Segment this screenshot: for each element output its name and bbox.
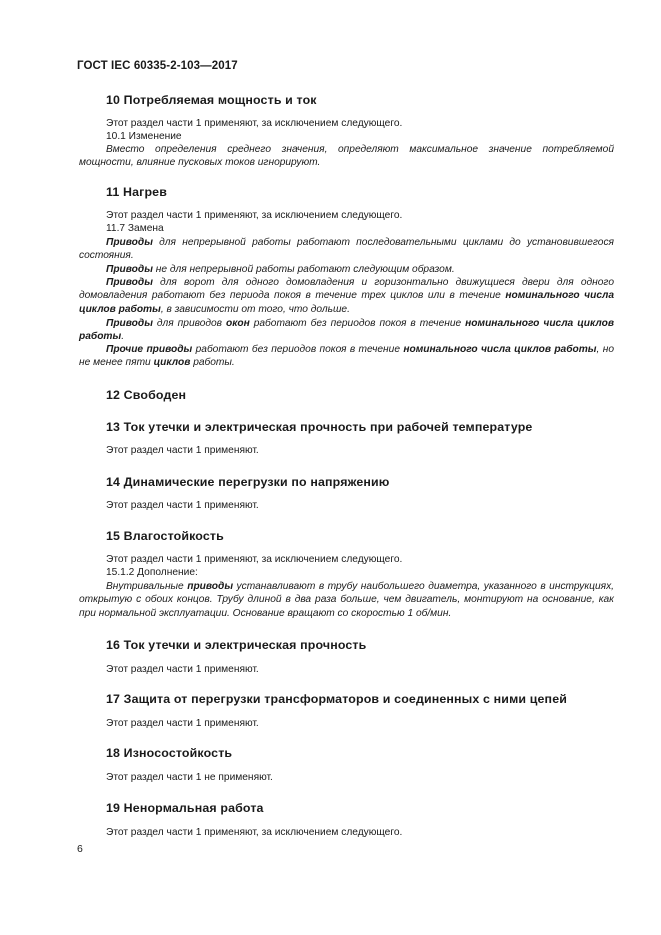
section-10-intro: Этот раздел части 1 применяют, за исключением следующего. [106, 118, 403, 129]
section-10-1-text: Вместо определения среднего значения, определяют максимальное значение потребляемой мощности, влияние пусковых токов игнорируют. [79, 144, 614, 169]
section-16-text: Этот раздел части 1 применяют. [106, 664, 259, 675]
section-18-text: Этот раздел части 1 не применяют. [106, 772, 273, 783]
section-11-title: 11 Нагрев [106, 185, 167, 199]
section-10-title: 10 Потребляемая мощность и ток [106, 93, 317, 107]
page-number: 6 [77, 843, 83, 855]
section-19-text: Этот раздел части 1 применяют, за исключением следующего. [106, 827, 403, 838]
section-17-title: 17 Защита от перегрузки трансформаторов и соединенных с ними цепей [106, 692, 568, 706]
section-11-7-para-4: Приводы для приводов окон работают без периодов покоя в течение номинального числа циклов работы. [79, 318, 614, 343]
section-15-intro: Этот раздел части 1 применяют, за исключением следующего. [106, 554, 403, 565]
section-15-1-2-heading: 15.1.2 Дополнение: [106, 567, 198, 578]
section-13-text: Этот раздел части 1 применяют. [106, 445, 259, 456]
section-16-title: 16 Ток утечки и электрическая прочность [106, 638, 367, 652]
section-11-7-para-3: Приводы для ворот для одного домовладения и горизонтально движущиеся двери для одного домовладения работают без периода покоя в течение трех циклов или в течение номинального числа циклов работы, в зависимости от того, что дольше. [79, 277, 614, 315]
document-header: ГОСТ IEC 60335-2-103—2017 [77, 60, 238, 72]
section-11-7-para-2: Приводы не для непрерывной работы работают следующим образом. [106, 264, 455, 275]
section-14-title: 14 Динамические перегрузки по напряжению [106, 475, 390, 489]
section-11-7-para-1: Приводы для непрерывной работы работают последовательными циклами до установившегося состояния. [79, 237, 614, 262]
section-11-7-para-5: Прочие приводы работают без периодов покоя в течение номинального числа циклов работы, но не менее пяти циклов работы. [79, 344, 614, 369]
section-11-7-heading: 11.7 Замена [106, 223, 164, 234]
section-13-title: 13 Ток утечки и электрическая прочность при рабочей температуре [106, 420, 533, 434]
section-17-text: Этот раздел части 1 применяют. [106, 718, 259, 729]
section-15-title: 15 Влагостойкость [106, 529, 224, 543]
section-10-1-heading: 10.1 Изменение [106, 131, 182, 142]
section-19-title: 19 Ненормальная работа [106, 801, 264, 815]
section-15-1-2-text: Внутривальные приводы устанавливают в трубу наибольшего диаметра, указанного в инструкциях, открытую с обоих концов. Трубу длиной в два раза больше, чем двигатель, монтируют на основание, как при нормальной эксплуатации. Основание вращают со скоростью 1 об/мин. [79, 581, 615, 619]
section-11-intro: Этот раздел части 1 применяют, за исключением следующего. [106, 210, 403, 221]
section-14-text: Этот раздел части 1 применяют. [106, 500, 259, 511]
section-12-title: 12 Свободен [106, 388, 187, 402]
section-18-title: 18 Износостойкость [106, 746, 233, 760]
